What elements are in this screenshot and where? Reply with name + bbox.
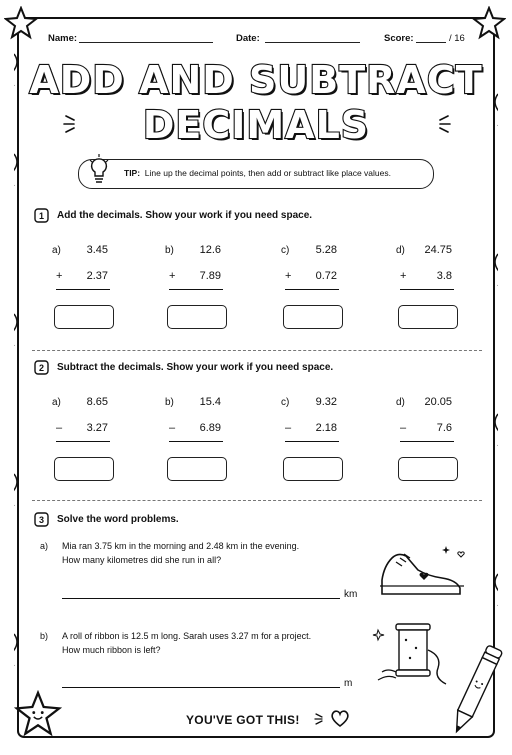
problem-bottom-number: 7.89: [199, 270, 221, 282]
score-field[interactable]: [416, 42, 446, 43]
operator-sign: +: [169, 270, 176, 282]
sparkle-lines-icon: [62, 112, 86, 136]
word-problem-a: Mia ran 3.75 km in the morning and 2.48 km in the evening. How many kilometres did she run in all?: [62, 541, 300, 565]
section-2-title: Subtract the decimals. Show your work if you need space.: [57, 362, 334, 373]
section-3-badge: [34, 512, 49, 527]
problem-top-number: 20.05: [424, 396, 452, 408]
answer-box[interactable]: [167, 305, 227, 329]
operator-sign: +: [400, 270, 407, 282]
problem-letter: b): [165, 245, 174, 256]
unit-label: m: [344, 678, 353, 689]
problem-bottom-number: 6.89: [199, 422, 221, 434]
problem-letter: c): [281, 245, 290, 256]
word-problem-letter: a): [40, 541, 49, 551]
smiling-star-icon: [14, 690, 62, 738]
section-1-badge: [34, 208, 49, 223]
answer-box[interactable]: [283, 305, 343, 329]
section-2-badge: [34, 360, 49, 375]
operator-sign: –: [400, 422, 407, 434]
answer-box[interactable]: [398, 457, 458, 481]
page-title-line1: ADD AND SUBTRACT: [29, 58, 483, 102]
answer-line-b[interactable]: [62, 687, 340, 688]
problem-letter: a): [52, 245, 61, 256]
heart-icon: [330, 710, 350, 728]
problem-letter: b): [165, 397, 174, 408]
section-1-title: Add the decimals. Show your work if you need space.: [57, 210, 313, 221]
problem-top-number: 12.6: [199, 244, 221, 256]
sum-rule: [169, 441, 223, 442]
date-label: Date:: [236, 33, 260, 44]
sparkle-lines-icon: [428, 112, 452, 136]
divider: [32, 350, 482, 351]
problem-top-number: 8.65: [86, 396, 108, 408]
problem-top-number: 9.32: [315, 396, 337, 408]
operator-sign: –: [285, 422, 292, 434]
word-problem-b: A roll of ribbon is 12.5 m long. Sarah uses 3.27 m for a project. How much ribbon is left?: [62, 631, 312, 655]
star-icon: [4, 6, 38, 40]
problem-bottom-number: 7.6: [436, 422, 452, 434]
problem-top-number: 24.75: [424, 244, 452, 256]
name-field[interactable]: [79, 42, 213, 43]
answer-box[interactable]: [398, 305, 458, 329]
problem-bottom-number: 3.27: [86, 422, 108, 434]
sum-rule: [400, 289, 454, 290]
answer-box[interactable]: [54, 305, 114, 329]
sneaker-icon: [376, 540, 472, 596]
problem-bottom-number: 2.18: [315, 422, 337, 434]
pencil-icon: [448, 640, 504, 740]
problem-letter: d): [396, 245, 405, 256]
problem-letter: c): [281, 397, 290, 408]
section-3-title: Solve the word problems.: [57, 514, 179, 525]
lightbulb-icon: [88, 153, 110, 189]
name-label: Name:: [48, 33, 78, 44]
svg-text:3: 3: [38, 515, 45, 525]
tip-text: TIP: Line up the decimal points, then add or subtract like place values.: [124, 168, 391, 178]
score-total: / 16: [449, 33, 465, 44]
problem-bottom-number: 0.72: [315, 270, 337, 282]
word-problem-letter: b): [40, 631, 49, 641]
sum-rule: [56, 289, 110, 290]
operator-sign: +: [56, 270, 63, 282]
svg-text:1: 1: [38, 211, 45, 221]
problem-letter: a): [52, 397, 61, 408]
problem-top-number: 3.45: [86, 244, 108, 256]
problem-bottom-number: 3.8: [436, 270, 452, 282]
encouragement-text: YOU'VE GOT THIS!: [186, 713, 300, 727]
date-field[interactable]: [265, 42, 360, 43]
divider: [32, 500, 482, 501]
unit-label: km: [344, 589, 358, 600]
answer-box[interactable]: [167, 457, 227, 481]
sum-rule: [400, 441, 454, 442]
problem-top-number: 5.28: [315, 244, 337, 256]
operator-sign: –: [56, 422, 63, 434]
sum-rule: [285, 441, 339, 442]
operator-sign: –: [169, 422, 176, 434]
problem-letter: d): [396, 397, 405, 408]
svg-text:2: 2: [38, 363, 45, 373]
sum-rule: [56, 441, 110, 442]
answer-line-a[interactable]: [62, 598, 340, 599]
operator-sign: +: [285, 270, 292, 282]
score-label: Score:: [384, 33, 414, 44]
sum-rule: [169, 289, 223, 290]
page-title-line2: DECIMALS: [142, 103, 370, 147]
problem-top-number: 15.4: [199, 396, 221, 408]
sum-rule: [285, 289, 339, 290]
answer-box[interactable]: [54, 457, 114, 481]
sparkle-lines-icon: [314, 712, 328, 726]
star-icon: [472, 6, 506, 40]
problem-bottom-number: 2.37: [86, 270, 108, 282]
answer-box[interactable]: [283, 457, 343, 481]
